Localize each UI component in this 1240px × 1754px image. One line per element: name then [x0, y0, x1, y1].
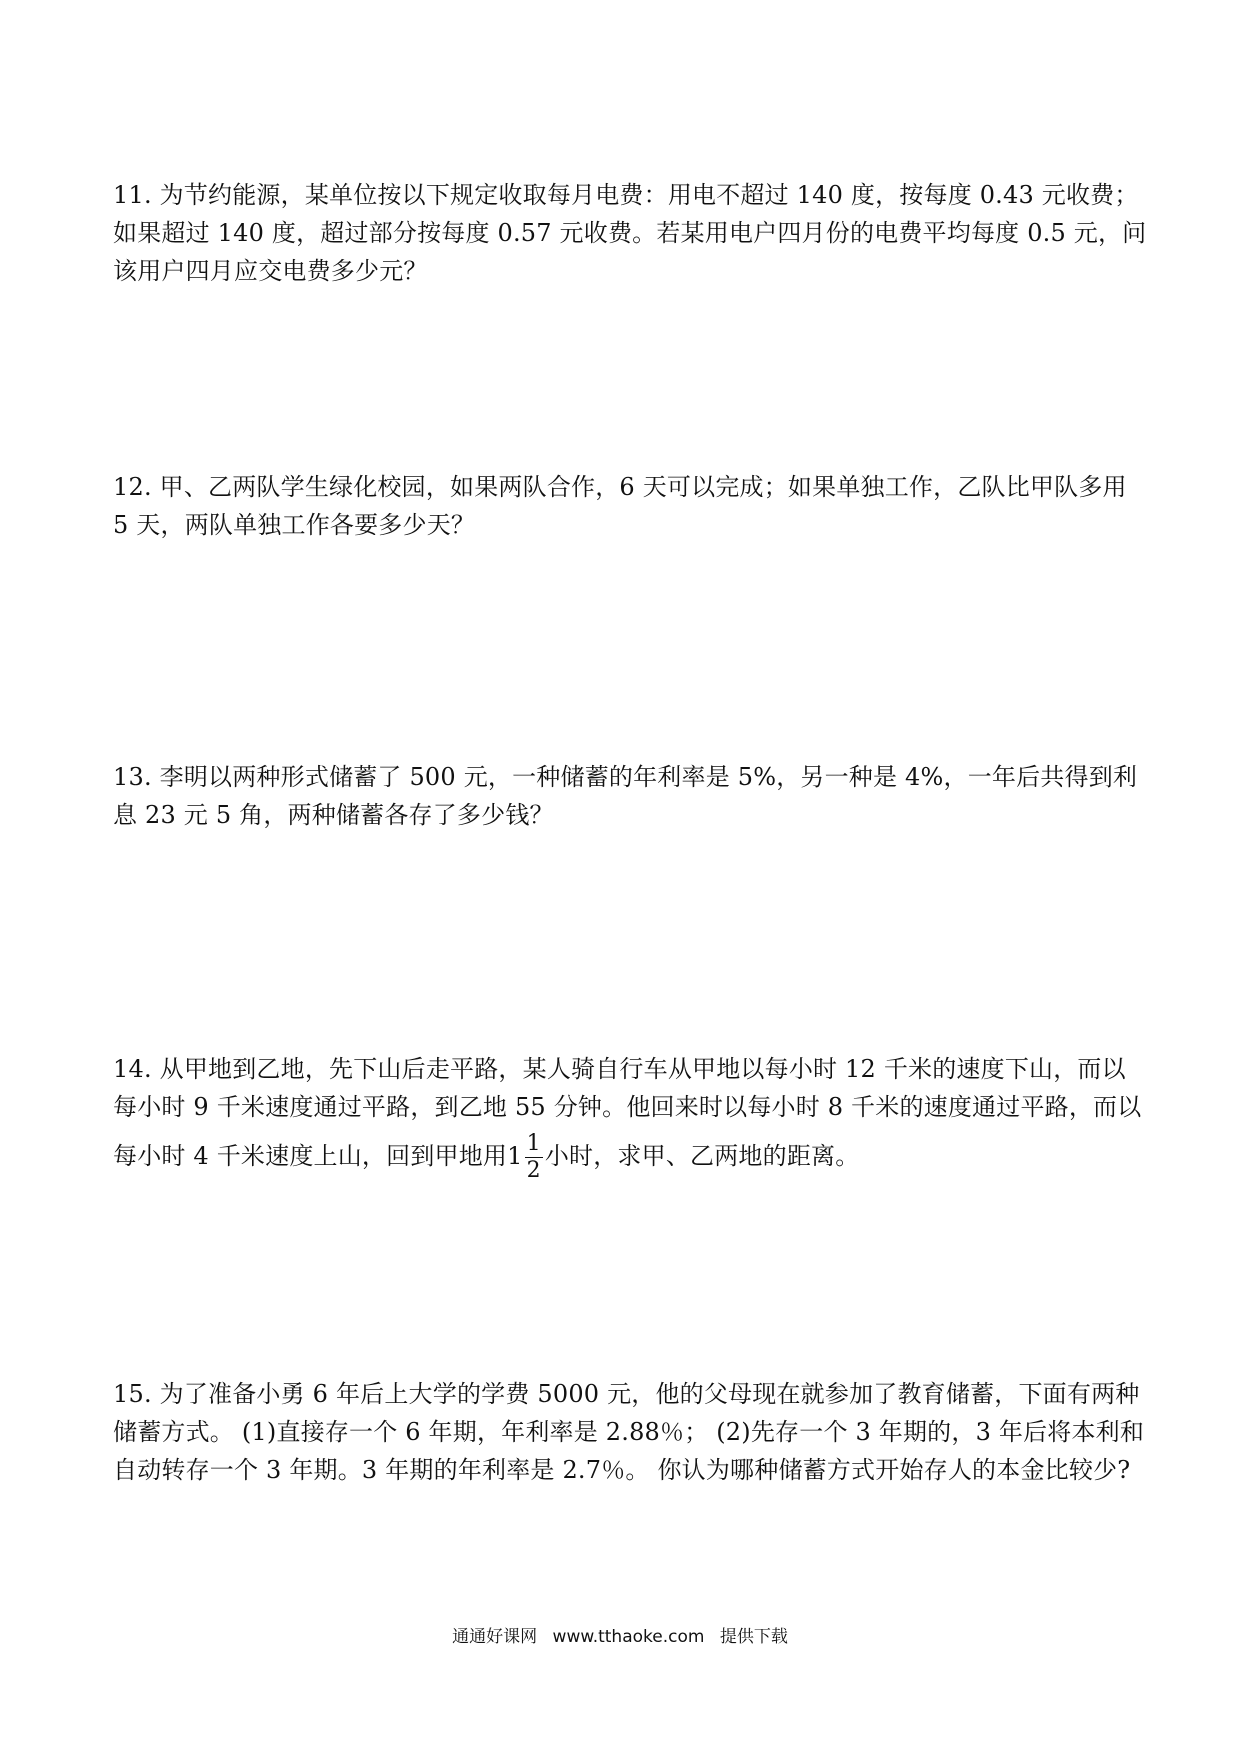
problem-line: 13. 李明以两种形式储蓄了 500 元，一种储蓄的年利率是 5%，另一种是 4%，一年后共得到利 — [113, 763, 1138, 791]
problem-number: 11. — [113, 181, 152, 209]
problem-line: 15. 为了准备小勇 6 年后上大学的学费 5000 元，他的父母现在就参加了教育储蓄，下面有两种 — [113, 1380, 1140, 1408]
problem-number: 15. — [113, 1380, 152, 1408]
footer-url: www.tthaoke.com — [552, 1627, 705, 1647]
footer-suffix: 提供下载 — [719, 1627, 788, 1647]
problem-12 — [113, 468, 1133, 544]
problem-line: 储蓄方式。 (1)直接存一个 6 年期，年利率是 2.88％； (2)先存一个 3 年期的，3 年后将本利和 — [113, 1418, 1145, 1446]
problem-line: 如果超过 140 度，超过部分按每度 0.57 元收费。若某用电户四月份的电费平均每度 0.5 元，问 — [113, 219, 1147, 247]
problem-number: 13. — [113, 763, 152, 791]
problem-number: 14. — [113, 1055, 152, 1083]
problem-line: 14. 从甲地到乙地，先下山后走平路，某人骑自行车从甲地以每小时 12 千米的速度下山，而以 — [113, 1055, 1126, 1083]
fraction-denominator: 2 — [526, 1158, 541, 1183]
problem-line: 5 天，两队单独工作各要多少天？ — [113, 511, 476, 539]
problem-line: 12. 甲、乙两队学生绿化校园，如果两队合作，6 天可以完成；如果单独工作，乙队比甲队多用 — [113, 473, 1127, 501]
problem-line: 该用户四月应交电费多少元？ — [113, 257, 428, 285]
fraction-numerator: 1 — [526, 1131, 541, 1156]
problem-line: 11. 为节约能源，某单位按以下规定收取每月电费：用电不超过 140 度，按每度 0.43 元收费； — [113, 181, 1139, 209]
problem-11 — [113, 176, 1147, 290]
problem-15 — [113, 1375, 1145, 1489]
mixed-number-whole: 1 — [507, 1142, 523, 1170]
page-footer — [0, 1622, 1240, 1647]
problem-13 — [113, 758, 1138, 834]
problem-line-with-fraction: 每小时 4 千米速度上山，回到甲地用1 $\frac{1}{2}$ 小时，求甲、乙两地的距离。 — [113, 1131, 860, 1183]
footer-site-name: 通通好课网 — [452, 1627, 538, 1647]
problem-line: 自动转存一个 3 年期。3 年期的年利率是 2.7％。 你认为哪种储蓄方式开始存人的本金比较少? — [113, 1456, 1131, 1484]
problem-14 — [113, 1050, 1142, 1186]
problem-line: 息 23 元 5 角，两种储蓄各存了多少钱？ — [113, 801, 554, 829]
problem-line: 每小时 9 千米速度通过平路，到乙地 55 分钟。他回来时以每小时 8 千米的速度通过平路，而以 — [113, 1093, 1142, 1121]
fraction — [525, 1133, 543, 1182]
problem-number: 12. — [113, 473, 152, 501]
